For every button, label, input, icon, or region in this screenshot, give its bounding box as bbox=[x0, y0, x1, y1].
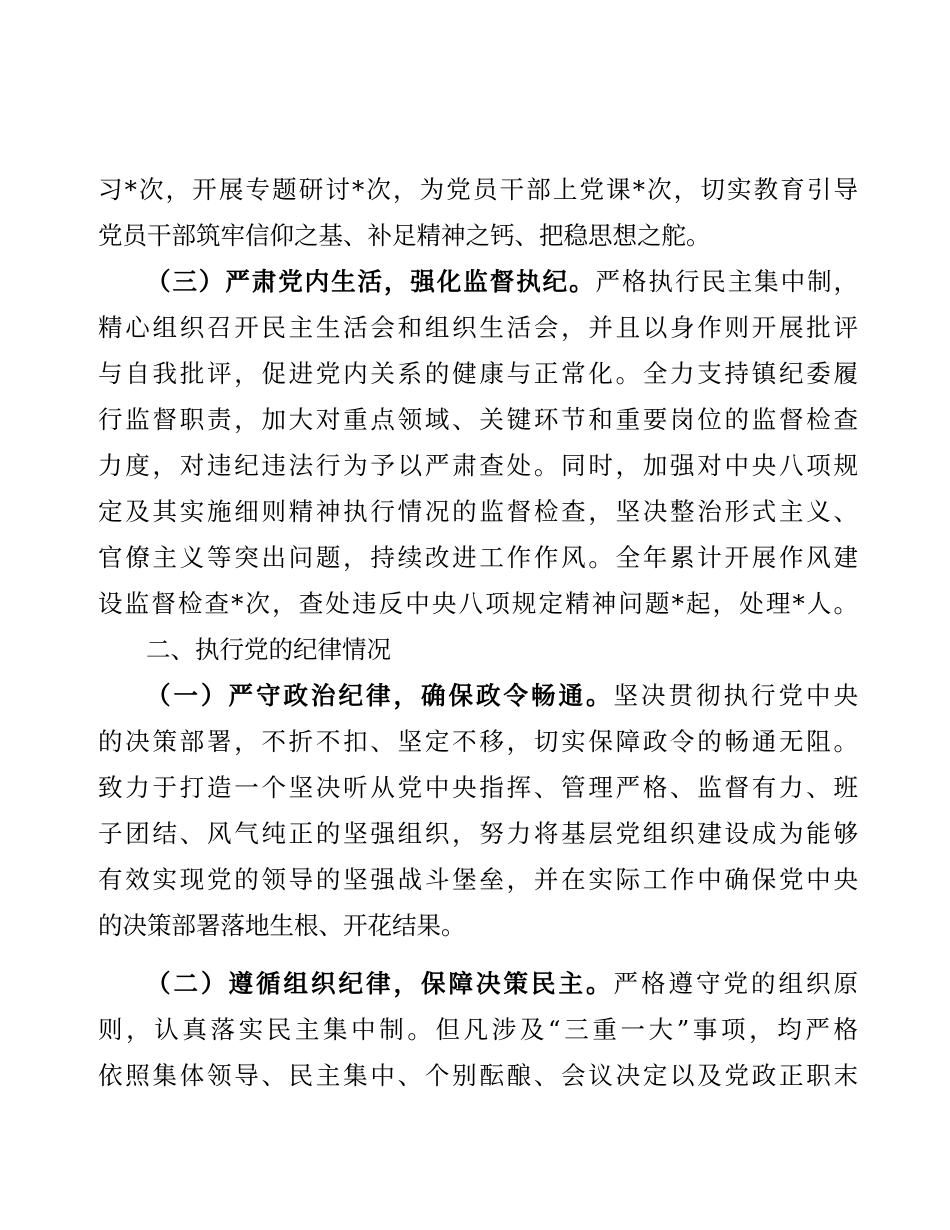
line-text: 的决策部署，不折不扣、坚定不移，切实保障政令的畅通无阻。 bbox=[98, 727, 858, 756]
paragraph-line bbox=[98, 904, 858, 948]
line-text: 有效实现党的领导的坚强战斗堡垒，并在实际工作中确保党中央 bbox=[98, 865, 858, 894]
paragraph-line-heading-2 bbox=[146, 962, 858, 1006]
line-text: 力度，对违纪违法行为予以严肃查处。同时，加强对中央八项规 bbox=[98, 451, 858, 480]
line-text: 习*次，开展专题研讨*次，为党员干部上党课*次，切实教育引导 bbox=[98, 175, 858, 204]
line-text: 严格执行民主集中制， bbox=[595, 267, 859, 296]
paragraph-line bbox=[98, 536, 858, 580]
line-text: 定及其实施细则精神执行情况的监督检查，坚决整治形式主义、 bbox=[98, 497, 858, 526]
paragraph-line bbox=[98, 812, 858, 856]
paragraph-line bbox=[98, 168, 858, 212]
section-heading-line bbox=[146, 628, 858, 672]
paragraph-line-heading-1 bbox=[146, 674, 858, 718]
paragraph-line bbox=[98, 306, 858, 350]
paragraph-line bbox=[98, 490, 858, 534]
line-text: 子团结、风气纯正的坚强组织，努力将基层党组织建设成为能够 bbox=[98, 819, 858, 848]
line-text: 行监督职责，加大对重点领域、关键环节和重要岗位的监督检查 bbox=[98, 405, 858, 434]
paragraph-line-heading-3 bbox=[146, 260, 858, 304]
line-text: 与自我批评，促进党内关系的健康与正常化。全力支持镇纪委履 bbox=[98, 359, 858, 388]
line-text: 党员干部筑牢信仰之基、补足精神之钙、把稳思想之舵。 bbox=[98, 221, 711, 250]
line-text: 精心组织召开民主生活会和组织生活会，并且以身作则开展批评 bbox=[98, 313, 858, 342]
paragraph-line bbox=[98, 444, 858, 488]
line-text: 的决策部署落地生根、开花结果。 bbox=[98, 911, 466, 940]
line-text: 官僚主义等突出问题，持续改进工作作风。全年累计开展作风建 bbox=[98, 543, 858, 572]
paragraph-line bbox=[98, 1008, 858, 1052]
line-text: 则，认真落实民主集中制。但凡涉及“三重一大”事项，均严格 bbox=[98, 1015, 858, 1044]
line-text: 设监督检查*次，查处违反中央八项规定精神问题*起，处理*人。 bbox=[98, 589, 858, 618]
paragraph-line bbox=[98, 214, 858, 258]
line-text: 严格遵守党的组织原 bbox=[613, 969, 858, 998]
section-heading-bold: （三）严肃党内生活，强化监督执纪。 bbox=[146, 267, 596, 296]
line-text: 依照集体领导、民主集中、个别酝酿、会议决定以及党政正职末 bbox=[98, 1061, 858, 1090]
section-heading: 二、执行党的纪律情况 bbox=[146, 635, 391, 664]
paragraph-line bbox=[98, 720, 858, 764]
section-heading-bold: （一）严守政治纪律，确保政令畅通。 bbox=[146, 681, 614, 710]
paragraph-line bbox=[98, 582, 858, 626]
line-text: 坚决贯彻执行党中央 bbox=[613, 681, 858, 710]
paragraph-line bbox=[98, 352, 858, 396]
line-text: 致力于打造一个坚决听从党中央指挥、管理严格、监督有力、班 bbox=[98, 773, 858, 802]
paragraph-line bbox=[98, 1054, 858, 1098]
paragraph-line bbox=[98, 398, 858, 442]
section-heading-bold: （二）遵循组织纪律，保障决策民主。 bbox=[146, 969, 614, 998]
paragraph-line bbox=[98, 766, 858, 810]
paragraph-line bbox=[98, 858, 858, 902]
